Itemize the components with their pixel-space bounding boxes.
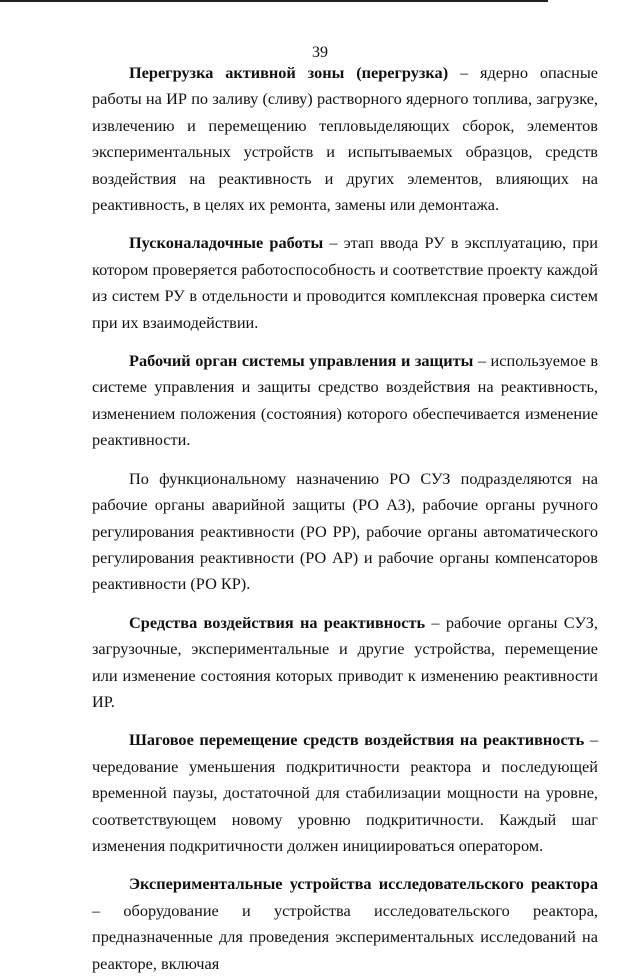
definition-commissioning-works (92, 230, 598, 336)
definition-text: – ядерно опасные работы на ИР по заливу (сливу) растворного ядерного топлива, загрузке, извлечению и перемещению тепловыделяющих сборок, элементов экспериментальных устройств и испытываемых образцов, средств воздействия на реактивность и других элементов, влияющих на реактивность, в целях их ремонта, замены или демонтажа. (92, 63, 598, 215)
definition-reactivity-means (92, 610, 598, 716)
definition-text: – этап ввода РУ в эксплуатацию, при котором проверяется работоспособность и соответствие проекту каждой из систем РУ в отдельности и проводится комплексная проверка систем при их взаимодействии. (92, 233, 599, 332)
paragraph-control-rod-classification (92, 466, 598, 598)
definition-text: – рабочие органы СУЗ, загрузочные, экспериментальные и другие устройства, перемещение или изменение состояния которых приводит к изменению реактивности ИР. (92, 612, 598, 711)
top-rule (0, 0, 548, 2)
definition-stepwise-movement (92, 727, 598, 859)
term: Экспериментальные устройства исследовательского реактора (129, 874, 598, 894)
term: Средства воздействия на реактивность (129, 612, 426, 632)
term: Шаговое перемещение средств воздействия на реактивность (129, 730, 585, 750)
term: Перегрузка активной зоны (перегрузка) (129, 63, 449, 82)
paragraph-text: По функциональному назначению РО СУЗ подразделяются на рабочие органы аварийной защиты (РО АЗ), рабочие органы ручного регулирования реактивности (РО РР), рабочие органы автоматического регулирования реактивности (РО АР) и рабочие органы компенсаторов реактивности (РО КР). (92, 468, 598, 594)
definition-active-zone-reloading (92, 60, 598, 218)
definition-text: – чередование уменьшения подкритичности реактора и последующей временной паузы, достаточной для стабилизации мощности на уровне, соответствующем новому уровню подкритичности. Каждый шаг изменения подкритичности должен инициироваться оператором. (92, 730, 598, 855)
definition-text: – используемое в системе управления и защиты средство воздействия на реактивность, изменением положения (состояния) которого обеспечивается изменение реактивности. (92, 351, 599, 450)
definition-control-rod (92, 348, 598, 454)
definition-experimental-devices (92, 871, 598, 977)
page-number: 39 (312, 44, 328, 61)
term: Пусконаладочные работы (129, 233, 324, 253)
term: Рабочий орган системы управления и защиты (129, 351, 474, 371)
document-body (92, 60, 598, 977)
definition-text: – оборудование и устройства исследовательского реактора, предназначенные для проведения экспериментальных исследований на реакторе, включая (92, 900, 598, 973)
